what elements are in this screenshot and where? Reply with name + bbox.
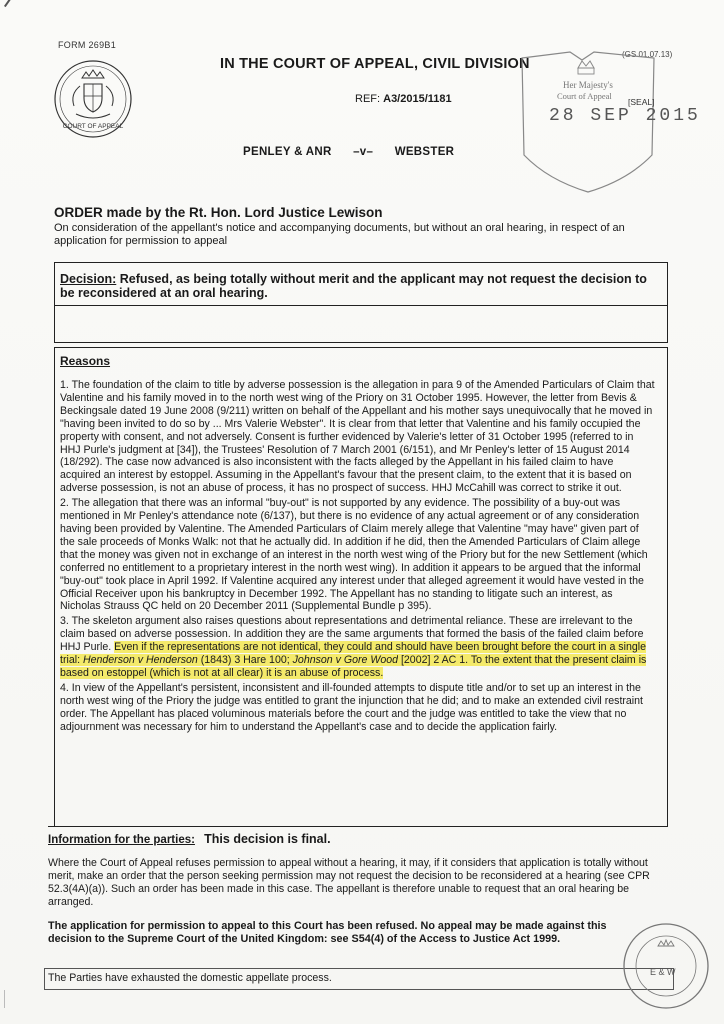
- reason-paragraph-1: 1. The foundation of the claim to title by adverse possession is the allegation in para 9 of the Amended Particulars of Claim that Valentine and his family moved in to the north west wing of the Priory on 31 October 1995. However, the letter from Bevis & Beckingsale dated 19 June 2008 (9/211) written on behalf of the Appellant and his mother says unequivocally that he moved in "having been invited to do so by ... Mrs Valerie Webster". It is clear from that letter that Valentine and his family occupied the property with consent, and not adversely. Consent is further evidenced by Valerie's letter of 31 October 1995 (referred to in HHJ Purle's judgment at [34]), the Trustees' Resolution of 7 March 2001 (6/151), and Mr Penley's letter of 15 August 2014 (18/292). The case now advanced is also inconsistent with the facts alleged by the Appellant in his failed claim to have acquired an interest by estoppel. Assuming in the Appellant's favour that the present claim, to the extent that it is based on adverse possession, is not an abuse of process, it has no prospect of success. HHJ McCahill was correct to strike it out.: [60, 379, 655, 495]
- ref-value: A3/2015/1181: [383, 93, 452, 105]
- reasons-heading: Reasons: [60, 354, 111, 368]
- seal-initials: E & W: [650, 967, 676, 977]
- reason-paragraph-2: 2. The allegation that there was an informal "buy-out" is not supported by any evidence. The possibility of a buy-out was mentioned in Mr Penley's attendance note (6/137), but there is no evidence of any actual agreement or of any consideration having been provided by Valentine. The Amended Particulars of Claim merely allege that Valentine "may have" given part of the sale proceeds of Monks Walk: not that he actually did. In addition if he did, then the Amended Particulars of Claim allege that the money was given not in exchange of an interest in the north west wing of the Priory but for the new Settlement (which conferred no entitlement to a proprietary interest in the north west wing). In addition it appears to be argued that the informal "buy-out" took place in April 1992. If Valentine acquired any interest under that alleged agreement it would have vested in the Official Receiver upon his bankruptcy in December 1992. The Appellant has no standing to litigate such an interest, as Nicholas Strauss QC held on 20 December 2011 (Supplemental Bundle p 395).: [60, 497, 648, 613]
- information-body: Where the Court of Appeal refuses permission to appeal without a hearing, it may, if it considers that application is totally without merit, make an order that the person seeking permission may not request the decision to be reconsidered at a hearing (see CPR 52.3(4A)(a)). Such an order has been made in this case. The appellant is therefore unable to request that an oral hearing be arranged.: [48, 857, 650, 908]
- information-label: Information for the parties:: [48, 834, 195, 846]
- crest-caption: COURT OF APPEAL: [62, 123, 124, 130]
- divider: [48, 826, 668, 827]
- stamp-date: 28 SEP 2015: [549, 106, 701, 126]
- gs-reference: (GS 01.07.13): [622, 50, 673, 59]
- stamp-seal: [SEAL]: [628, 97, 655, 107]
- decision-final: This decision is final.: [204, 832, 331, 846]
- reason-3-start: 3. The skeleton argument also raises questions about representations and detrimental reliance. These are irrelevant to the claim based on adverse possession. In addition they are the same arguments that formed the basis of the failed claim before HHJ Purle.: [60, 615, 644, 654]
- case-citation: Henderson v Henderson: [82, 654, 198, 667]
- royal-crest-icon: [52, 58, 134, 140]
- ref-label: REF:: [355, 93, 381, 105]
- case-reference: [355, 93, 452, 105]
- order-description: On consideration of the appellant's notice and accompanying documents, but without an oral hearing, in respect of an application for permission to appeal: [54, 222, 625, 247]
- exhausted-notice: The Parties have exhausted the domestic appellate process.: [48, 972, 332, 984]
- court-seal-icon: [620, 920, 712, 1012]
- reason-paragraph-4: 4. In view of the Appellant's persistent, inconsistent and ill-founded attempts to dispute title and/or to set up an interest in the north west wing of the Priory the judge was entitled to grant the injunction that he did; and to make an extended civil restraint order. The Appellant has placed voluminous materials before the court and the judge was entitled to take the view that no adjournment was necessary for him to understand the Appellant's case and to decide the application fairly.: [60, 681, 643, 733]
- stamp-line-2: Court of Appeal: [557, 91, 612, 101]
- decision-label: Decision:: [60, 272, 117, 286]
- reasons-body: [60, 379, 656, 735]
- respondent-name: WEBSTER: [394, 146, 455, 158]
- decision-value: Refused, as being totally without merit and the applicant may not request the decision to be reconsidered at an oral hearing.: [60, 272, 647, 300]
- corner-pen-mark: [4, 0, 29, 7]
- decision-blank-row: [54, 305, 668, 343]
- refused-notice: The application for permission to appeal to this Court has been refused. No appeal may be made against this decision to the Supreme Court of the United Kingdom: see S54(4) of the Access to Justice Act 1999.: [48, 920, 607, 945]
- information-heading: [48, 832, 331, 846]
- reason-paragraph-3: [60, 615, 656, 680]
- case-citation: Johnson v Gore Wood: [292, 654, 399, 667]
- versus: –v–: [353, 146, 374, 158]
- margin-mark: [4, 990, 5, 1008]
- highlighted-text: (1843) 3 Hare 100;: [197, 654, 293, 667]
- highlighted-text: Even if the representations are not identical, they could and should have been brought before the court in a single trial:: [60, 641, 646, 667]
- case-parties: [243, 146, 472, 158]
- form-number: FORM 269B1: [58, 40, 117, 50]
- highlighted-text: [2002] 2 AC 1. To the extent that the present claim is based on estoppel (which is not at all clear) it is an abuse of process.: [60, 654, 647, 679]
- stamp-line-1: Her Majesty's: [563, 80, 613, 90]
- court-title: IN THE COURT OF APPEAL, CIVIL DIVISION: [220, 56, 530, 72]
- order-title: ORDER made by the Rt. Hon. Lord Justice Lewison: [54, 205, 383, 220]
- appellant-name: PENLEY & ANR: [243, 146, 332, 158]
- decision-text: [60, 272, 664, 300]
